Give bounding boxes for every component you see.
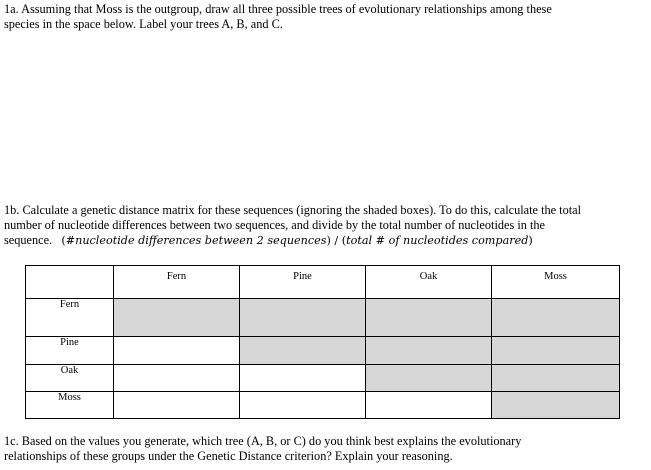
cell-moss-pine[interactable] <box>240 392 366 419</box>
col-header-moss: Moss <box>492 266 620 299</box>
row-header-fern: Fern <box>26 299 114 337</box>
col-header-pine: Pine <box>240 266 366 299</box>
row-header-moss: Moss <box>26 392 114 419</box>
cell-oak-pine[interactable] <box>240 365 366 392</box>
distance-formula: (#nucleotide differences between 2 sequences) / (total # of nucleotides compared) <box>61 234 533 247</box>
cell-oak-moss <box>492 365 620 392</box>
cell-moss-oak[interactable] <box>366 392 492 419</box>
cell-fern-pine <box>240 299 366 337</box>
sentence-end: sequence. <box>4 233 53 247</box>
cell-pine-pine <box>240 337 366 365</box>
question-1b-line-2: number of nucleotide differences between two sequences, and divide by the total number of nucleotides in the <box>4 218 546 232</box>
matrix-header-row <box>26 266 620 299</box>
distance-matrix-table <box>25 265 620 419</box>
question-1a <box>4 2 552 32</box>
col-header-fern: Fern <box>114 266 240 299</box>
cell-moss-moss <box>492 392 620 419</box>
cell-oak-fern[interactable] <box>114 365 240 392</box>
question-1c <box>4 434 521 464</box>
cell-fern-oak <box>366 299 492 337</box>
question-1b <box>4 203 581 248</box>
cell-fern-moss <box>492 299 620 337</box>
matrix-row-fern <box>26 299 620 337</box>
question-1a-line-2: species in the space below. Label your trees A, B, and C. <box>4 17 283 31</box>
col-header-oak: Oak <box>366 266 492 299</box>
question-1a-line-1: 1a. Assuming that Moss is the outgroup, draw all three possible trees of evolutionary relationships among these <box>4 2 552 16</box>
formula-denominator: total # of nucleotides compared <box>346 234 529 247</box>
question-1c-line-2: relationships of these groups under the Genetic Distance criterion? Explain your reasoning. <box>4 449 453 463</box>
row-header-oak: Oak <box>26 365 114 392</box>
matrix-corner-cell <box>26 266 114 299</box>
matrix-row-pine <box>26 337 620 365</box>
question-1b-line-1: 1b. Calculate a genetic distance matrix for these sequences (ignoring the shaded boxes). To do this, calculate the total <box>4 203 582 217</box>
cell-moss-fern[interactable] <box>114 392 240 419</box>
tree-drawing-area[interactable] <box>0 34 651 199</box>
question-1c-line-1: 1c. Based on the values you generate, which tree (A, B, or C) do you think best explains the evolutionary <box>4 434 522 448</box>
row-header-pine: Pine <box>26 337 114 365</box>
question-1b-line-3 <box>4 233 581 248</box>
matrix-row-moss <box>26 392 620 419</box>
cell-pine-moss <box>492 337 620 365</box>
matrix-row-oak <box>26 365 620 392</box>
cell-pine-fern[interactable] <box>114 337 240 365</box>
cell-fern-fern <box>114 299 240 337</box>
formula-numerator: #nucleotide differences between 2 sequences <box>65 234 327 247</box>
cell-pine-oak <box>366 337 492 365</box>
cell-oak-oak <box>366 365 492 392</box>
